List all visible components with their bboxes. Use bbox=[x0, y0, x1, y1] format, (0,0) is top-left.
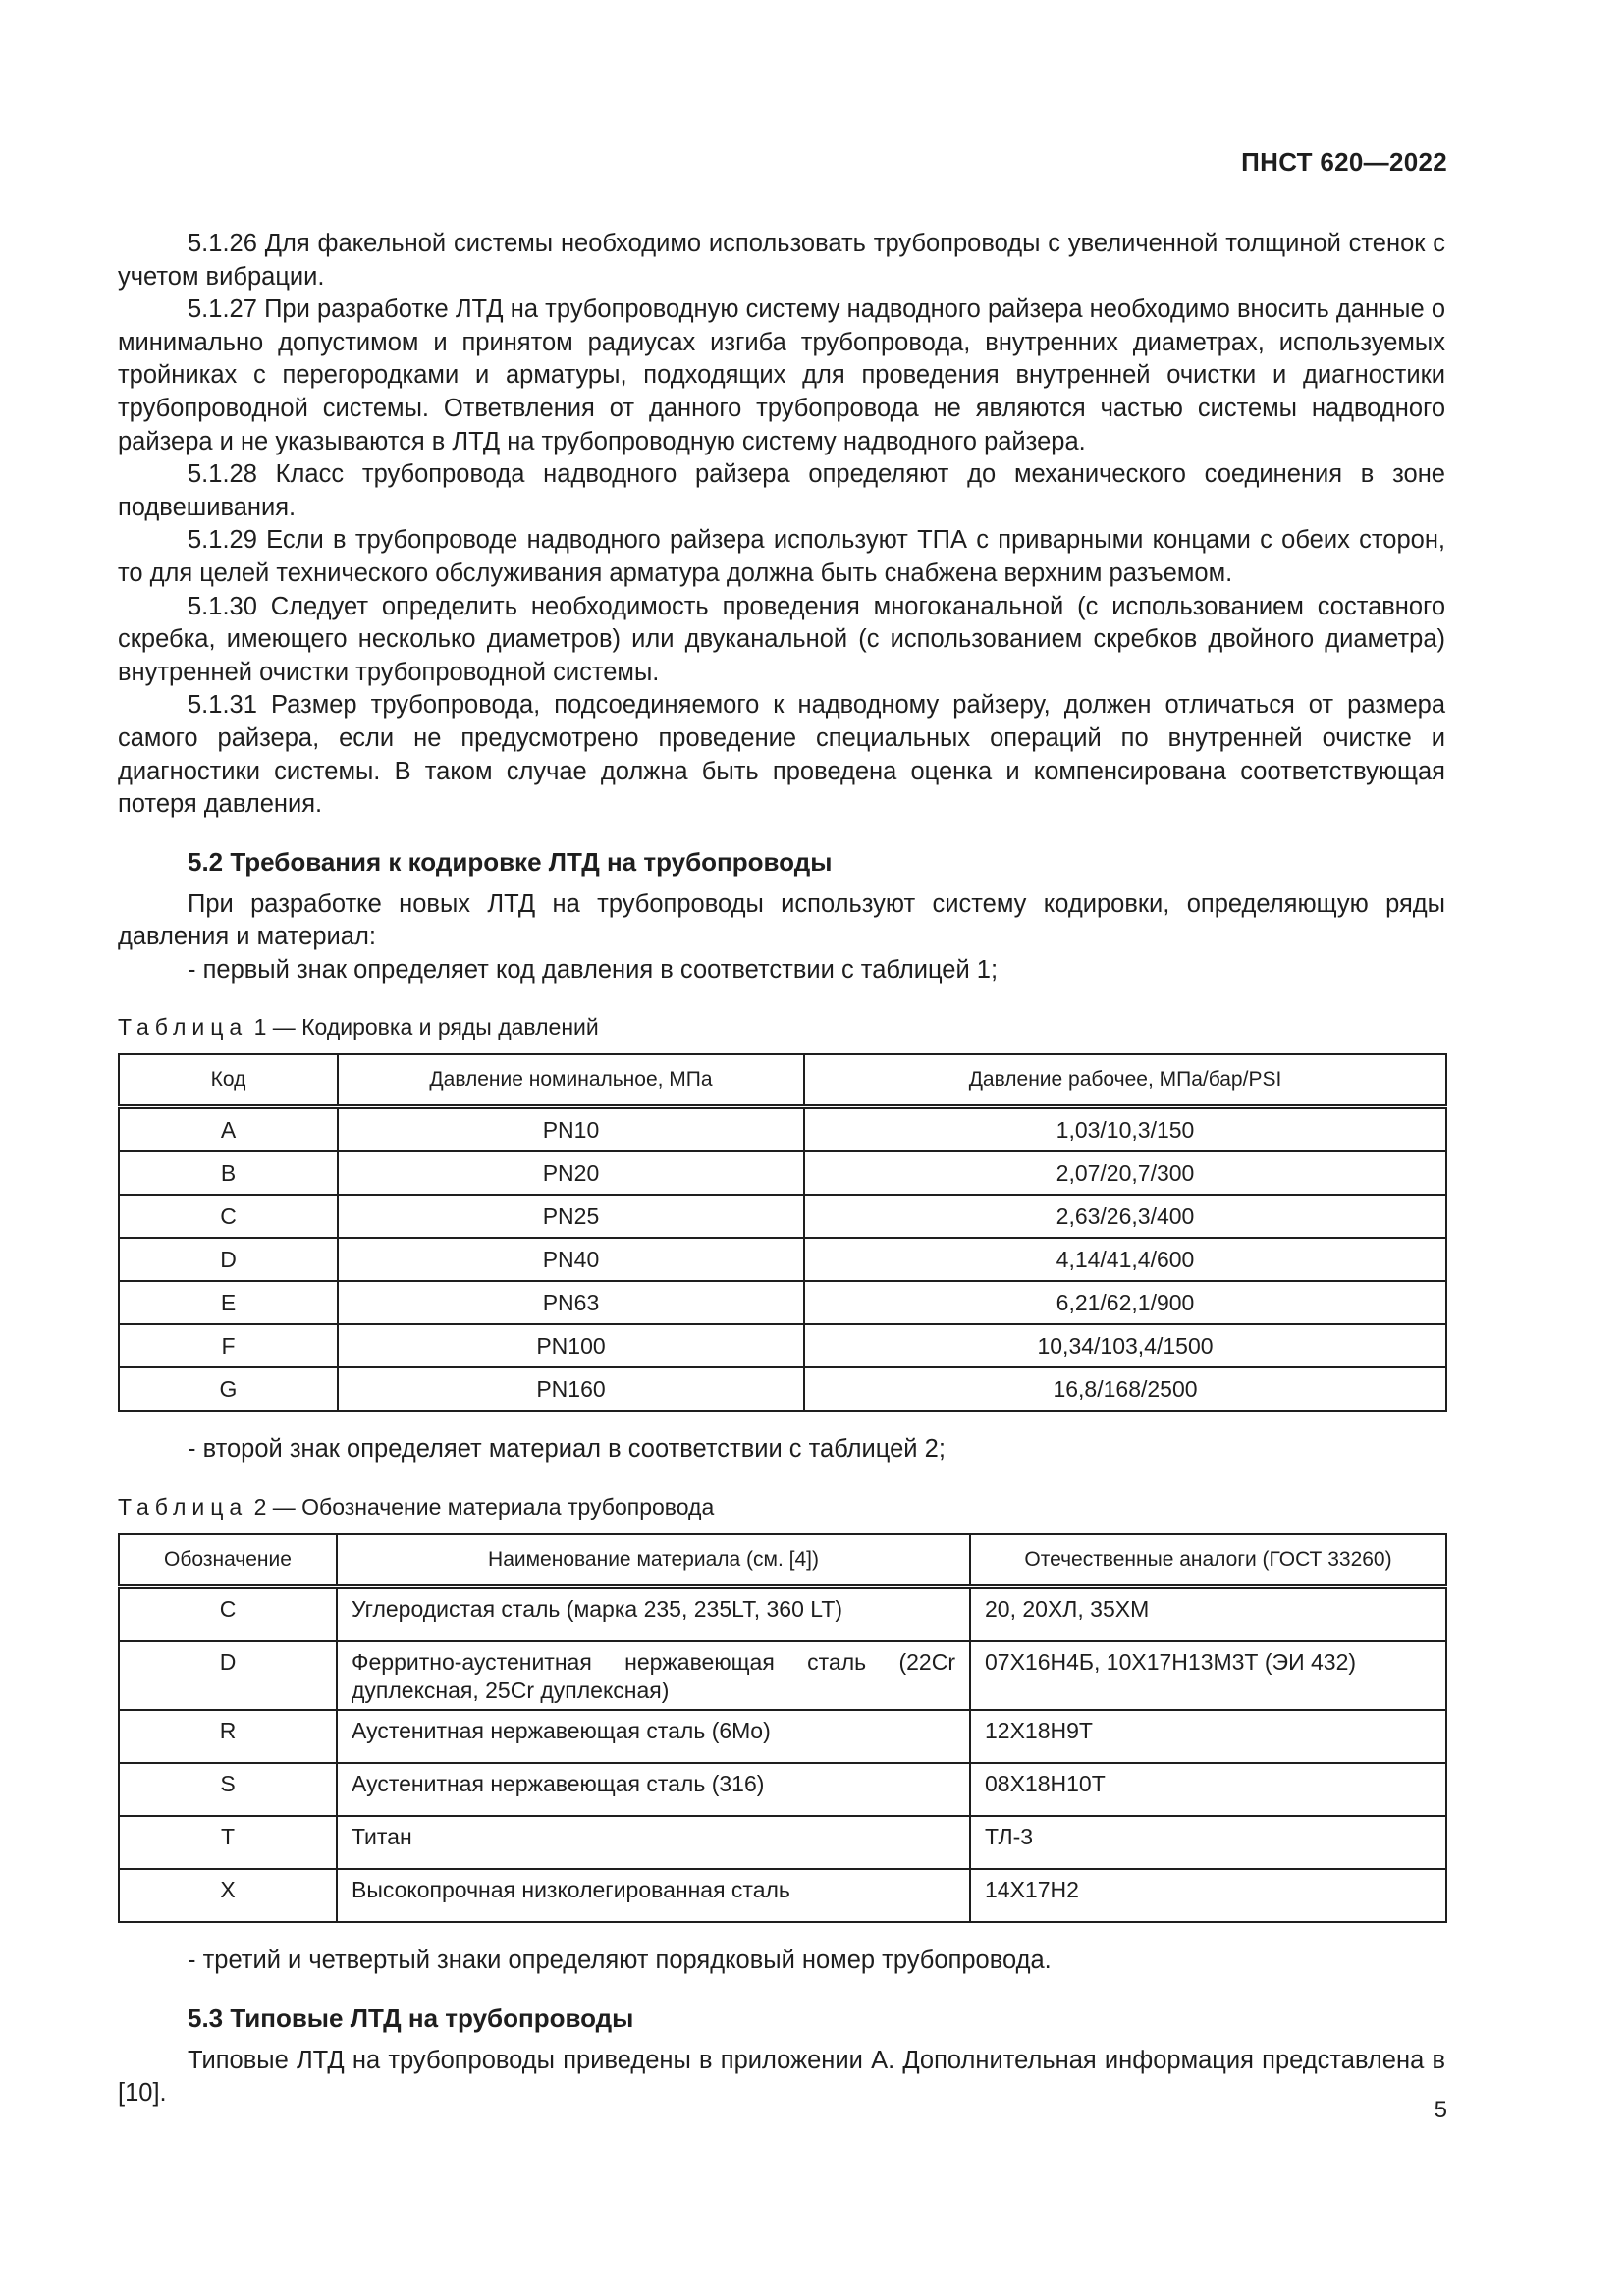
table-cell: 6,21/62,1/900 bbox=[804, 1281, 1446, 1324]
table-cell: T bbox=[119, 1816, 337, 1869]
table-cell: PN63 bbox=[338, 1281, 804, 1324]
spacer bbox=[118, 1923, 1445, 1945]
table-cell: Высокопрочная низколегированная сталь bbox=[337, 1869, 970, 1922]
table-2-material-codes bbox=[118, 1533, 1447, 1923]
table-2-header-analogues: Отечественные аналоги (ГОСТ 33260) bbox=[970, 1534, 1446, 1587]
spacer bbox=[118, 1412, 1445, 1433]
table-cell: A bbox=[119, 1107, 338, 1152]
table-1-header-nominal: Давление номинальное, МПа bbox=[338, 1054, 804, 1107]
coding-item-first: - первый знак определяет код давления в соответствии с таблицей 1; bbox=[188, 955, 999, 984]
coding-item-second: - второй знак определяет материал в соответствии с таблицей 2; bbox=[188, 1435, 946, 1464]
table-1-caption-word: Таблица bbox=[118, 1014, 248, 1041]
table-cell: 10,34/103,4/1500 bbox=[804, 1324, 1446, 1367]
table-1-caption bbox=[118, 1012, 1445, 1041]
table-cell: 12Х18Н9Т bbox=[970, 1710, 1446, 1763]
table-cell: R bbox=[119, 1710, 337, 1763]
table-row bbox=[119, 1587, 1446, 1642]
table-row bbox=[119, 1281, 1446, 1324]
table-cell: PN100 bbox=[338, 1324, 804, 1367]
table-cell: PN20 bbox=[338, 1151, 804, 1195]
table-header-row bbox=[119, 1054, 1446, 1107]
table-row bbox=[119, 1869, 1446, 1922]
table-2-caption-text: 2 — Обозначение материала трубопровода bbox=[253, 1494, 715, 1521]
table-cell: B bbox=[119, 1151, 338, 1195]
table-cell: 20, 20ХЛ, 35ХМ bbox=[970, 1587, 1446, 1642]
page-number: 5 bbox=[1434, 2097, 1447, 2123]
table-2-caption-word: Таблица bbox=[118, 1494, 248, 1521]
table-row bbox=[119, 1324, 1446, 1367]
table-1-header-working: Давление рабочее, МПа/бар/PSI bbox=[804, 1054, 1446, 1107]
table-cell: 07Х16Н4Б, 10Х17Н13М3Т (ЭИ 432) bbox=[970, 1641, 1446, 1710]
section-5-3-text: Типовые ЛТД на трубопроводы приведены в приложении А. Дополнительная информация представлена в [10]. bbox=[118, 2046, 1445, 2108]
table-cell: PN40 bbox=[338, 1238, 804, 1281]
table-cell: Аустенитная нержавеющая сталь (6Mo) bbox=[337, 1710, 970, 1763]
table-row bbox=[119, 1816, 1446, 1869]
table-cell: 2,63/26,3/400 bbox=[804, 1195, 1446, 1238]
table-row bbox=[119, 1195, 1446, 1238]
table-row bbox=[119, 1151, 1446, 1195]
table-cell: 2,07/20,7/300 bbox=[804, 1151, 1446, 1195]
table-cell: D bbox=[119, 1641, 337, 1710]
table-cell: X bbox=[119, 1869, 337, 1922]
table-1-caption-text: 1 — Кодировка и ряды давлений bbox=[253, 1014, 599, 1041]
table-cell: 08Х18Н10Т bbox=[970, 1763, 1446, 1816]
paragraph-5-1-26: 5.1.26 Для факельной системы необходимо использовать трубопроводы с увеличенной толщиной стенок с учетом вибрации. bbox=[118, 230, 1445, 291]
table-2-header-material: Наименование материала (см. [4]) bbox=[337, 1534, 970, 1587]
table-cell: 1,03/10,3/150 bbox=[804, 1107, 1446, 1152]
table-row bbox=[119, 1367, 1446, 1411]
section-5-2-intro: При разработке новых ЛТД на трубопроводы используют систему кодировки, определяющую ряды давления и материал: bbox=[118, 889, 1445, 951]
table-cell: Углеродистая сталь (марка 235, 235LT, 360 LT) bbox=[337, 1587, 970, 1642]
section-5-3-heading: 5.3 Типовые ЛТД на трубопроводы bbox=[188, 2002, 634, 2033]
table-cell: 4,14/41,4/600 bbox=[804, 1238, 1446, 1281]
table-cell: G bbox=[119, 1367, 338, 1411]
table-cell: E bbox=[119, 1281, 338, 1324]
document-code: ПНСТ 620—2022 bbox=[1241, 147, 1447, 177]
table-row bbox=[119, 1238, 1446, 1281]
table-cell: D bbox=[119, 1238, 338, 1281]
table-row bbox=[119, 1641, 1446, 1710]
table-cell: S bbox=[119, 1763, 337, 1816]
table-cell: PN10 bbox=[338, 1107, 804, 1152]
table-1-header-code: Код bbox=[119, 1054, 338, 1107]
table-cell: F bbox=[119, 1324, 338, 1367]
table-cell: Аустенитная нержавеющая сталь (316) bbox=[337, 1763, 970, 1816]
table-header-row bbox=[119, 1534, 1446, 1587]
table-row bbox=[119, 1710, 1446, 1763]
table-2-header-designation: Обозначение bbox=[119, 1534, 337, 1587]
paragraph-5-1-28: 5.1.28 Класс трубопровода надводного райзера определяют до механического соединения в зоне подвешивания. bbox=[118, 460, 1445, 521]
table-cell: 14Х17Н2 bbox=[970, 1869, 1446, 1922]
coding-item-third: - третий и четвертый знаки определяют порядковый номер трубопровода. bbox=[188, 1947, 1052, 1975]
table-cell: PN25 bbox=[338, 1195, 804, 1238]
table-cell: ТЛ-3 bbox=[970, 1816, 1446, 1869]
section-5-2-heading: 5.2 Требования к кодировке ЛТД на трубопроводы bbox=[188, 846, 833, 877]
page-content bbox=[118, 228, 1445, 2110]
paragraph-5-1-29: 5.1.29 Если в трубопроводе надводного райзера используют ТПА с приварными концами с обеих сторон, то для целей технического обслуживания арматура должна быть снабжена верхним разъемом. bbox=[118, 526, 1445, 587]
table-cell: Ферритно-аустенитная нержавеющая сталь (22Cr дуплексная, 25Cr дуплексная) bbox=[337, 1641, 970, 1710]
paragraph-5-1-31: 5.1.31 Размер трубопровода, подсоединяемого к надводному райзеру, должен отличаться от размера самого райзера, если не предусмотрено проведение специальных операций по внутренней очистке и диагностики системы. В таком случае должна быть проведена оценка и компенсирована соответствующая потеря давления. bbox=[118, 691, 1445, 819]
table-cell: Титан bbox=[337, 1816, 970, 1869]
paragraph-5-1-27: 5.1.27 При разработке ЛТД на трубопроводную систему надводного райзера необходимо вносить данные о минимально допустимом и принятом радиусах изгиба трубопровода, внутренних диаметрах, используемых тройниках с перегородками и арматуры, подходящих для проведения внутренней очистки и диагностики трубопроводной системы. Ответвления от данного трубопровода не являются частью системы надводного райзера и не указываются в ЛТД на трубопроводную систему надводного райзера. bbox=[118, 295, 1445, 455]
table-1-pressure-codes bbox=[118, 1053, 1447, 1412]
table-row bbox=[119, 1763, 1446, 1816]
table-cell: 16,8/168/2500 bbox=[804, 1367, 1446, 1411]
table-row bbox=[119, 1107, 1446, 1152]
table-cell: C bbox=[119, 1587, 337, 1642]
table-cell: C bbox=[119, 1195, 338, 1238]
paragraph-5-1-30: 5.1.30 Следует определить необходимость проведения многоканальной (с использованием составного скребка, имеющего несколько диаметров) или двуканальной (с использованием скребков двойного диаметра) внутренней очистки трубопроводной системы. bbox=[118, 592, 1445, 686]
table-cell: PN160 bbox=[338, 1367, 804, 1411]
table-2-caption bbox=[118, 1492, 1445, 1522]
